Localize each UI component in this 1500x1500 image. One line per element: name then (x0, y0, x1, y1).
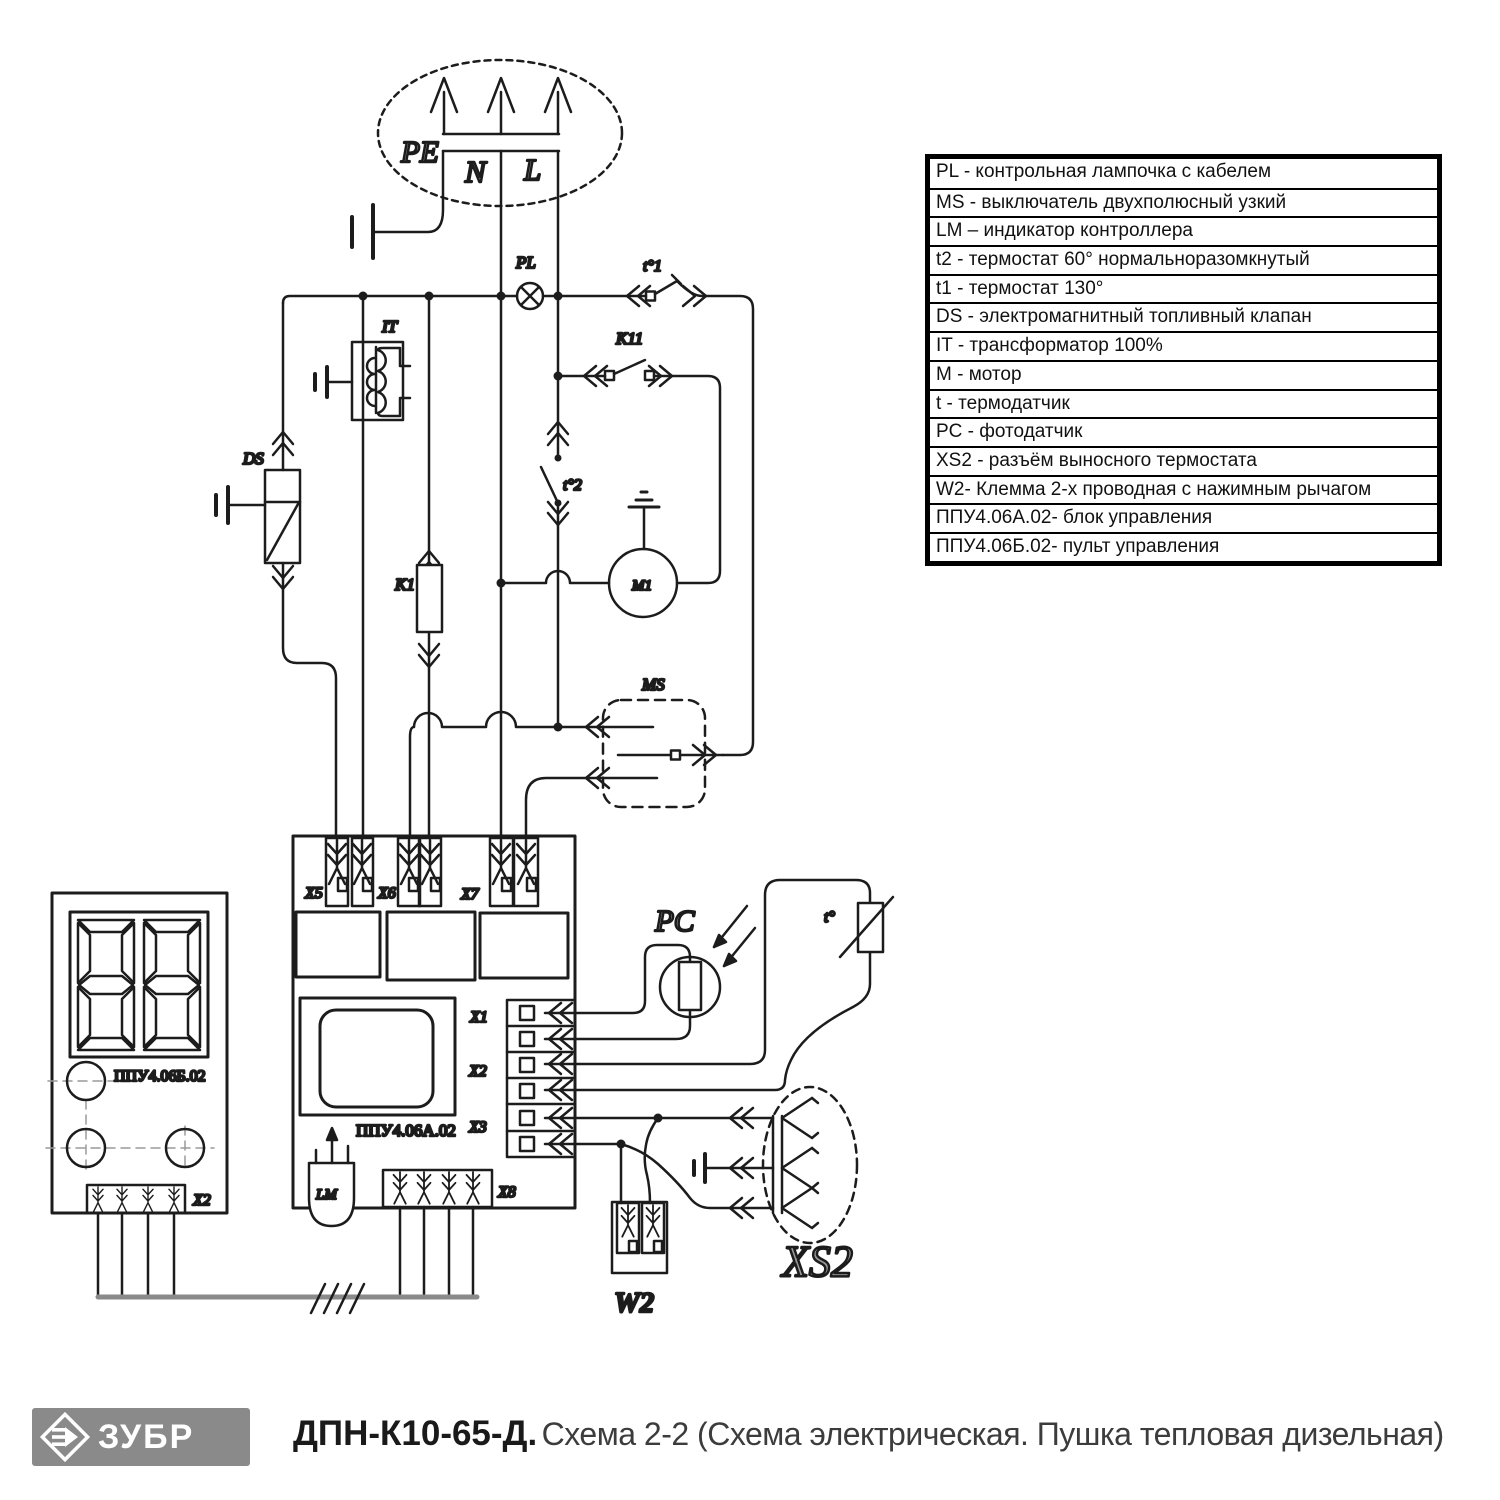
plug-label-n: N (465, 154, 486, 189)
display-board (46, 893, 227, 1213)
connector-x5 (304, 838, 373, 906)
xs2-ground-icon (694, 1154, 773, 1182)
wire-l-line (541, 151, 582, 727)
x5-label: X5 (305, 885, 323, 902)
ds-label: DS (243, 449, 264, 468)
t2-label: t°2 (563, 477, 582, 494)
legend-row: XS2 - разъём выносного термостата (930, 446, 1437, 475)
main-bus (283, 282, 753, 755)
brand-name: ЗУБР (98, 1417, 195, 1456)
component-it-transformer (315, 296, 410, 838)
pl-label: PL (516, 253, 536, 272)
t-label: t° (824, 909, 835, 926)
connector-x2-display (87, 1185, 211, 1213)
component-ms-switch (410, 675, 723, 838)
xs2-outline (763, 1087, 857, 1243)
component-k11-contact (558, 329, 720, 583)
legend-row: t1 - термостат 130° (930, 274, 1437, 303)
schema-subtitle: Схема 2-2 (Схема электрическая. Пушка тепловая дизельная) (541, 1416, 1444, 1452)
relay-blocks (296, 912, 568, 980)
legend-row: W2- Клемма 2-х проводная с нажимным рычагом (930, 475, 1437, 504)
component-xs2-connector (545, 1087, 857, 1286)
zubr-diamond-icon (32, 1408, 94, 1466)
light-ray-icons (714, 906, 755, 966)
legend-row: MS - выключатель двухполюсный узкий (930, 188, 1437, 217)
w2-label: W2 (614, 1287, 655, 1319)
connector-x6 (377, 838, 441, 906)
component-pl-lamp (515, 253, 543, 309)
control-board (293, 836, 575, 1226)
x7-label: X7 (461, 886, 479, 903)
x6-label: X6 (378, 885, 396, 902)
display-board-name: ППУ4.06Б.02 (114, 1068, 206, 1085)
plug-label-pe: PE (401, 134, 439, 169)
mcu-block (300, 998, 455, 1115)
xs2-prong-icons (782, 1098, 818, 1228)
legend-row: PL - контрольная лампочка с кабелем (936, 161, 1272, 182)
legend-row: DS - электромагнитный топливный клапан (930, 302, 1437, 331)
pc-label: PC (655, 903, 695, 938)
x3-label: X3 (469, 1119, 487, 1136)
x1-label: X1 (470, 1009, 488, 1026)
component-ds-valve (216, 303, 336, 838)
legend-row: PC - фотодатчик (930, 417, 1437, 446)
component-k1-coil (394, 296, 442, 838)
component-m1-motor (501, 492, 677, 617)
legend-row: t - термодатчик (930, 389, 1437, 418)
x2-label: X2 (469, 1063, 487, 1080)
model-number: ДПН-К10-65-Д. (293, 1414, 538, 1453)
plug-prong-icons (431, 78, 571, 134)
legend-row: M - мотор (930, 360, 1437, 389)
control-board-name: ППУ4.06А.02 (356, 1121, 456, 1140)
component-t1-thermostat (627, 258, 706, 306)
k11-label: K11 (616, 329, 644, 348)
plug-label-l: L (524, 152, 542, 187)
legend-row: LM – индикатор контроллера (930, 216, 1437, 245)
legend-table (925, 154, 1442, 566)
m1-ground-icon (629, 492, 659, 549)
x2-display-label: X2 (193, 1192, 211, 1209)
legend-row: IT - трансформатор 100% (930, 331, 1437, 360)
footer (0, 1390, 1500, 1500)
seven-seg-digits (78, 920, 200, 1050)
component-w2-terminal (612, 1202, 667, 1319)
connector-x1-x2-x3 (468, 1000, 575, 1157)
brand-logo (32, 1408, 250, 1466)
ms-label: MS (642, 675, 665, 694)
legend-row: ППУ4.06А.02- блок управления (930, 503, 1437, 532)
x8-label: X8 (498, 1184, 516, 1201)
connector-x7 (460, 838, 538, 906)
k1-label: K1 (395, 575, 415, 594)
xs2-label: XS2 (782, 1237, 853, 1286)
t1-label: t°1 (643, 258, 662, 275)
lm-label: LM (316, 1187, 337, 1203)
it-label: IT (382, 317, 398, 336)
m1-label: M1 (632, 578, 652, 594)
legend-row: ППУ4.06Б.02- пульт управления (930, 532, 1437, 561)
connector-x8 (383, 1170, 516, 1207)
component-lm-indicator (309, 1128, 354, 1226)
footer-title (293, 1414, 1493, 1454)
cable-bus (98, 1207, 477, 1313)
legend-row: t2 - термостат 60° нормальноразомкнутый (930, 245, 1437, 274)
